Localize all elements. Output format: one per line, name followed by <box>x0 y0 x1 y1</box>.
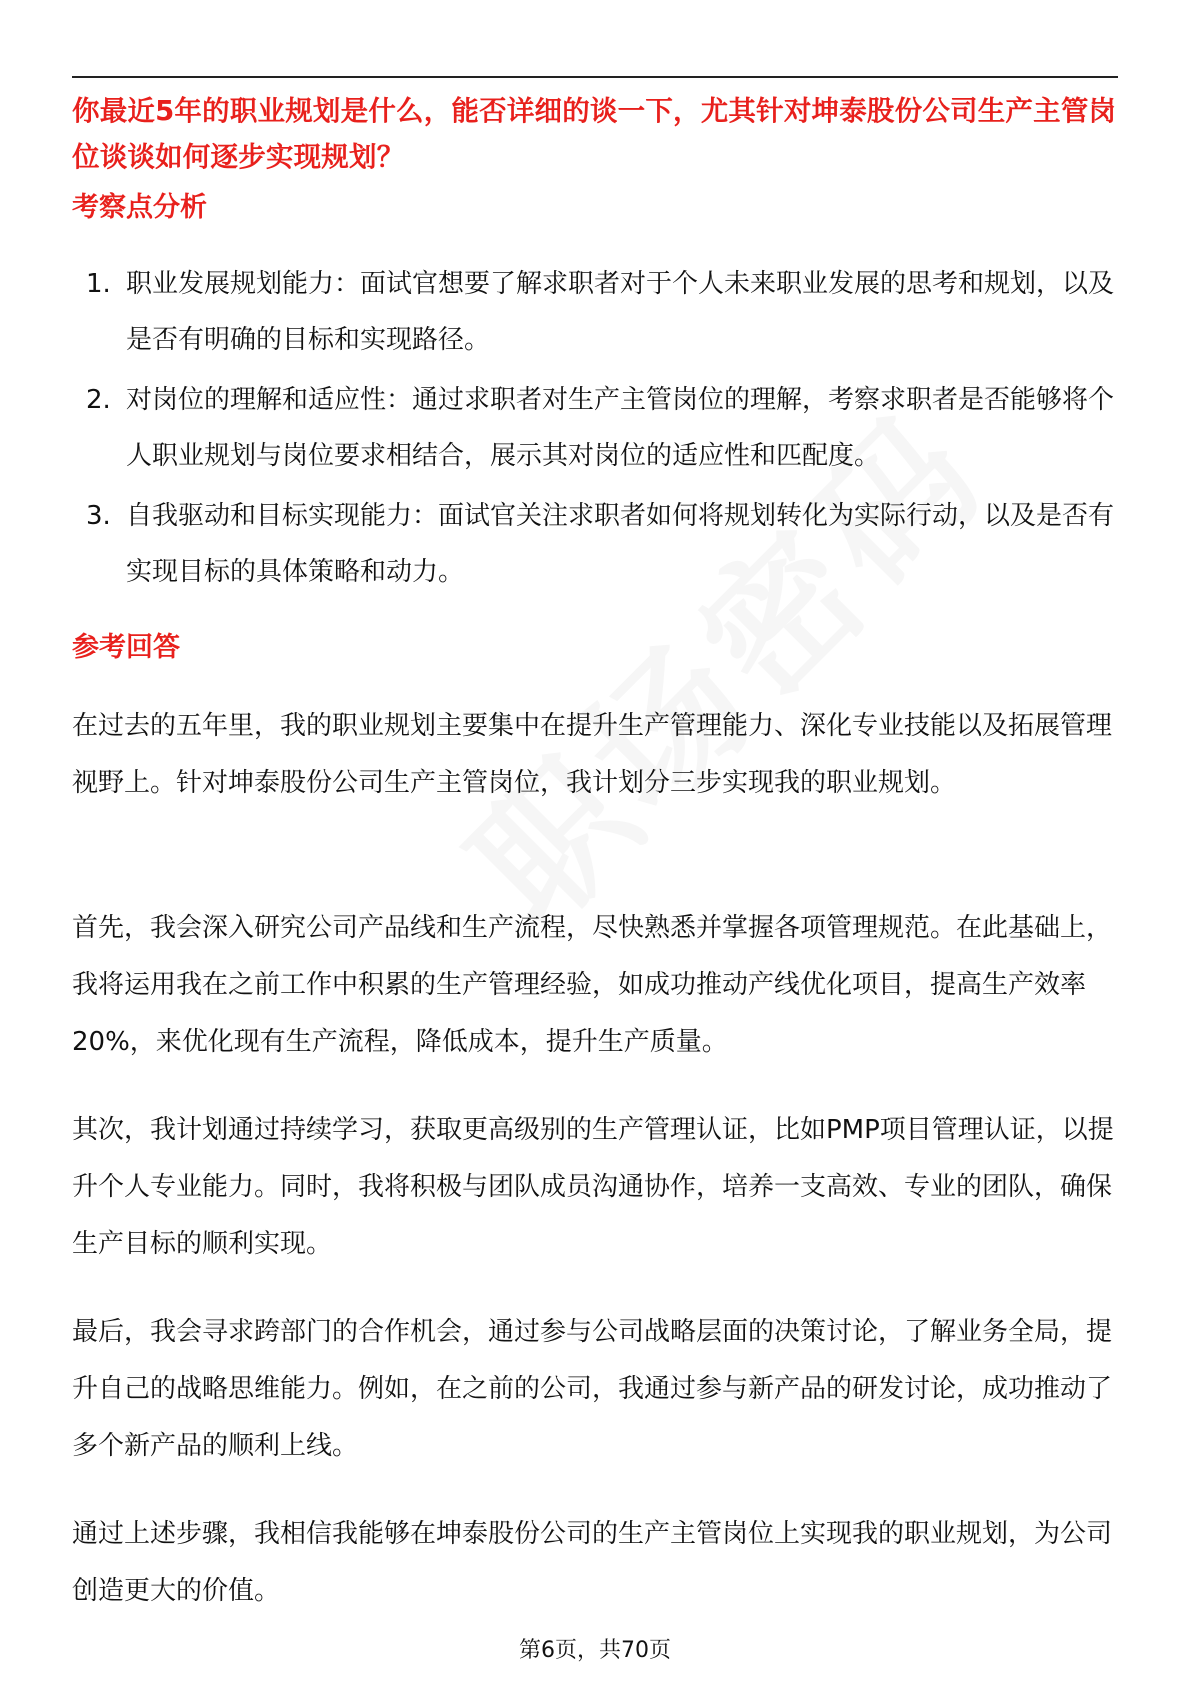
analysis-points-list <box>72 256 1122 604</box>
analysis-heading: 考察点分析 <box>72 192 207 223</box>
page-number-footer: 第6页，共70页 <box>519 1638 671 1663</box>
answer-paragraph: 通过上述步骤，我相信我能够在坤泰股份公司的生产主管岗位上实现我的职业规划，为公司创造更大的价值。 <box>72 1519 1113 1606</box>
top-divider <box>72 76 1118 78</box>
point-text: 职业发展规划能力：面试官想要了解求职者对于个人未来职业发展的思考和规划，以及是否有明确的目标和实现路径。 <box>126 269 1115 355</box>
analysis-point <box>72 372 1122 484</box>
analysis-point <box>72 256 1122 368</box>
point-text: 自我驱动和目标实现能力：面试官关注求职者如何将规划转化为实际行动，以及是否有实现目标的具体策略和动力。 <box>126 501 1115 587</box>
point-number: 3. <box>86 501 111 531</box>
answer-paragraph: 在过去的五年里，我的职业规划主要集中在提升生产管理能力、深化专业技能以及拓展管理视野上。针对坤泰股份公司生产主管岗位，我计划分三步实现我的职业规划。 <box>72 711 1113 798</box>
point-text: 对岗位的理解和适应性：通过求职者对生产主管岗位的理解，考察求职者是否能够将个人职业规划与岗位要求相结合，展示其对岗位的适应性和匹配度。 <box>126 385 1115 471</box>
point-number: 1. <box>86 269 111 299</box>
answer-paragraph: 首先，我会深入研究公司产品线和生产流程，尽快熟悉并掌握各项管理规范。在此基础上，我将运用我在之前工作中积累的生产管理经验，如成功推动产线优化项目，提高生产效率20%，来优化现有生产流程，降低成本，提升生产质量。 <box>72 913 1113 1057</box>
analysis-point <box>72 488 1122 600</box>
question-title: 你最近5年的职业规划是什么，能否详细的谈一下，尤其针对坤泰股份公司生产主管岗位谈谈如何逐步实现规划？ <box>72 95 1117 173</box>
answer-heading: 参考回答 <box>72 632 180 663</box>
answer-paragraph: 最后，我会寻求跨部门的合作机会，通过参与公司战略层面的决策讨论，了解业务全局，提升自己的战略思维能力。例如，在之前的公司，我通过参与新产品的研发讨论，成功推动了多个新产品的顺利上线。 <box>72 1317 1113 1461</box>
answer-paragraph: 其次，我计划通过持续学习，获取更高级别的生产管理认证，比如PMP项目管理认证，以提升个人专业能力。同时，我将积极与团队成员沟通协作，培养一支高效、专业的团队，确保生产目标的顺利实现。 <box>72 1115 1114 1259</box>
point-number: 2. <box>86 385 111 415</box>
